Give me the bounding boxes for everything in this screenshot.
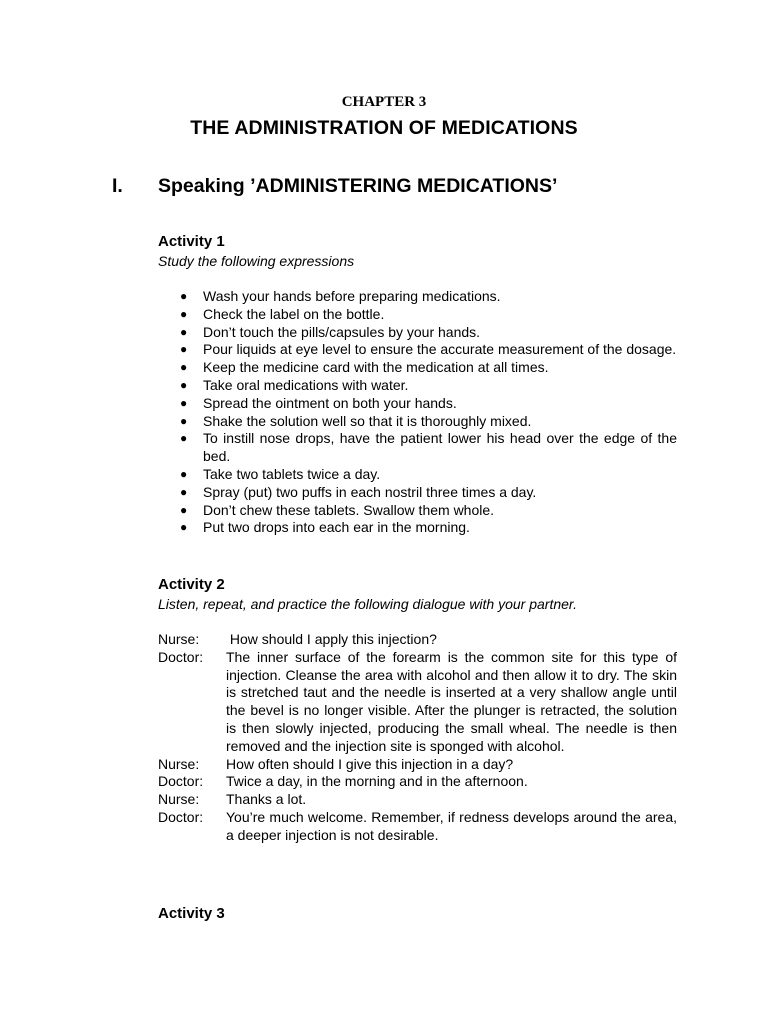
dialogue	[158, 631, 677, 845]
chapter-label: CHAPTER 3	[341, 94, 427, 110]
bullet-icon: ●	[180, 502, 188, 517]
section-number: I.	[112, 175, 123, 197]
bullet-icon: ●	[180, 342, 188, 357]
list-item	[180, 324, 677, 342]
list-item-text: Check the label on the bottle.	[203, 305, 385, 322]
speaker-label: Doctor:	[158, 808, 204, 825]
list-item	[180, 377, 677, 395]
bullet-icon: ●	[180, 520, 188, 535]
list-item-text: Pour liquids at eye level to ensure the accurate measurement of the dosage.	[203, 341, 677, 358]
dialogue-turn	[158, 773, 677, 791]
section-title: Speaking ’ADMINISTERING MEDICATIONS’	[158, 175, 558, 197]
speech-text: How often should I give this injection in a day?	[226, 755, 514, 772]
bullet-icon: ●	[180, 413, 188, 428]
speech-text: Twice a day, in the morning and in the afternoon.	[226, 773, 528, 790]
list-item	[180, 395, 677, 413]
bullet-icon: ●	[180, 324, 188, 339]
bullet-icon: ●	[180, 484, 188, 499]
expressions-list	[180, 288, 677, 537]
activity-3-heading: Activity 3	[158, 905, 225, 922]
list-item	[180, 430, 677, 466]
dialogue-turn	[158, 809, 677, 845]
bullet-icon: ●	[180, 360, 188, 375]
activity-2-instruction: Listen, repeat, and practice the following dialogue with your partner.	[158, 596, 577, 612]
speech-text: How should I apply this injection?	[226, 631, 437, 647]
list-item	[180, 413, 677, 431]
list-item-text: Don’t chew these tablets. Swallow them whole.	[203, 501, 495, 518]
list-item-text: Take two tablets twice a day.	[203, 465, 381, 482]
dialogue-turn	[158, 756, 677, 774]
bullet-icon: ●	[180, 306, 188, 321]
speaker-label: Nurse:	[158, 791, 200, 808]
list-item	[180, 519, 677, 537]
list-item	[180, 466, 677, 484]
list-item-text: Spray (put) two puffs in each nostril three times a day.	[203, 483, 537, 500]
bullet-icon: ●	[180, 466, 188, 481]
list-item	[180, 484, 677, 502]
list-item-text: Put two drops into each ear in the morning.	[203, 519, 470, 536]
list-item	[180, 306, 677, 324]
bullet-icon: ●	[180, 377, 188, 392]
list-item-text: To instill nose drops, have the patient lower his head over the edge of the bed.	[203, 430, 677, 465]
bullet-icon: ●	[180, 431, 188, 446]
speaker-label: Doctor:	[158, 773, 204, 790]
activity-1-instruction: Study the following expressions	[158, 253, 355, 269]
list-item-text: Wash your hands before preparing medications.	[203, 288, 501, 304]
speech-text: You’re much welcome. Remember, if redness develops around the area, a deeper injection is not desirable.	[226, 808, 677, 843]
speech-text: Thanks a lot.	[226, 791, 307, 808]
list-item-text: Take oral medications with water.	[203, 376, 409, 393]
dialogue-turn	[158, 631, 677, 649]
bullet-icon: ●	[180, 395, 188, 410]
page-title: THE ADMINISTRATION OF MEDICATIONS	[190, 117, 578, 139]
list-item-text: Don’t touch the pills/capsules by your hands.	[203, 323, 481, 340]
bullet-icon: ●	[180, 289, 188, 303]
list-item-text: Keep the medicine card with the medication at all times.	[203, 359, 549, 376]
list-item-text: Shake the solution well so that it is thoroughly mixed.	[203, 412, 532, 429]
speech-text: The inner surface of the forearm is the common site for this type of injection. Cleanse the area with alcohol and then allow it to dry. The skin is stretched taut and the needle is inserted at a very shallow angle until the bevel is no longer visible. After the plunger is retracted, the solution is then slowly injected, producing the small wheal. The needle is then removed and the injection site is sponged with alcohol.	[226, 648, 677, 754]
list-item	[180, 341, 677, 359]
speaker-label: Doctor:	[158, 648, 204, 665]
list-item	[180, 288, 677, 306]
dialogue-turn	[158, 791, 677, 809]
speaker-label: Nurse:	[158, 755, 200, 772]
list-item-text: Spread the ointment on both your hands.	[203, 394, 457, 411]
list-item	[180, 359, 677, 377]
speaker-label: Nurse:	[158, 631, 200, 647]
activity-1-heading: Activity 1	[158, 233, 225, 250]
dialogue-turn	[158, 649, 677, 756]
list-item	[180, 502, 677, 520]
activity-2-heading: Activity 2	[158, 576, 225, 593]
